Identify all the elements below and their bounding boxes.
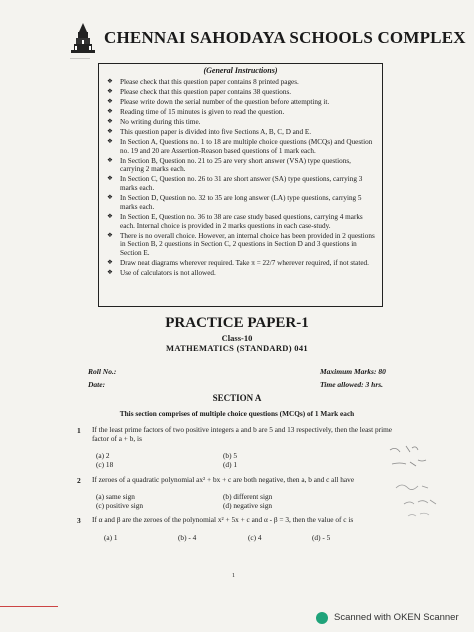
diamond-bullet-icon: ❖ <box>107 212 113 220</box>
diamond-bullet-icon: ❖ <box>107 78 113 85</box>
option-d: (d) - 5 <box>312 533 331 542</box>
instruction-item: ❖ Please check that this question paper contains 8 printed pages. <box>107 78 299 86</box>
option-a: (a) 2 <box>96 451 110 460</box>
instruction-item: ❖ There is no overall choice. However, an internal choice has been provided in 2 questions in Section B, 2 questions in Section C, 2 questions in Section D and 3 questions in Section E. <box>107 231 375 257</box>
diamond-bullet-icon: ❖ <box>107 138 113 145</box>
diamond-bullet-icon: ❖ <box>107 175 113 183</box>
scanner-watermark: Scanned with OKEN Scanner <box>334 612 459 623</box>
instruction-item: ❖ In Section E, Question no. 36 to 38 are case study based questions, carrying 4 marks each. Internal choice is provided in 2 marks questions in each case-study. <box>107 212 363 230</box>
instruction-item: ❖ No writing during this time. <box>107 118 201 126</box>
option-b: (b) different sign <box>223 492 273 501</box>
question-text: If the least prime factors of two positive integers a and b are 5 and 13 respectively, then the least prime factor of a + b, is <box>92 425 393 443</box>
question-text: If α and β are the zeroes of the polynomial x² + 5x + c and α - β = 3, then the value of c is <box>92 515 354 524</box>
diamond-bullet-icon: ❖ <box>107 128 113 135</box>
question-number: 1 <box>77 426 81 435</box>
date-label: Date: <box>88 380 106 389</box>
diamond-bullet-icon: ❖ <box>107 98 113 105</box>
option-b: (b) - 4 <box>178 533 197 542</box>
diamond-bullet-icon: ❖ <box>107 194 113 202</box>
section-description: This section comprises of multiple choice questions (MCQs) of 1 Mark each <box>119 409 355 418</box>
diamond-bullet-icon: ❖ <box>107 108 113 115</box>
class-label: Class-10 <box>221 333 253 343</box>
instruction-item: ❖ In Section A, Questions no. 1 to 18 are multiple choice questions (MCQs) and Question no. 19 and 20 are Assertion-Reason based questions of 1 mark each. <box>107 138 373 155</box>
school-emblem-logo <box>68 22 98 56</box>
question-number: 2 <box>77 476 81 485</box>
logo-caption: ————— <box>70 55 90 60</box>
instruction-item: ❖ Please write down the serial number of the question before attempting it. <box>107 98 330 106</box>
school-name-heading: CHENNAI SAHODAYA SCHOOLS COMPLEX <box>104 28 466 47</box>
diamond-bullet-icon: ❖ <box>107 258 113 266</box>
diamond-bullet-icon: ❖ <box>107 118 113 125</box>
diamond-bullet-icon: ❖ <box>107 231 113 239</box>
diamond-bullet-icon: ❖ <box>107 88 113 95</box>
option-d: (d) 1 <box>223 460 237 469</box>
scanner-logo-icon <box>316 612 328 624</box>
instruction-item: ❖ Reading time of 15 minutes is given to read the question. <box>107 108 285 116</box>
option-a: (a) same sign <box>96 492 135 501</box>
paper-title: PRACTICE PAPER-1 <box>165 315 309 331</box>
page-number: 1 <box>232 573 235 579</box>
subject-label: MATHEMATICS (STANDARD) 041 <box>166 343 308 353</box>
roll-number-label: Roll No.: <box>88 367 117 376</box>
option-c: (c) 18 <box>96 460 114 469</box>
option-d: (d) negative sign <box>223 501 273 510</box>
option-c: (c) positive sign <box>96 501 144 510</box>
instructions-title: (General Instructions) <box>203 66 278 75</box>
question-number: 3 <box>77 516 81 525</box>
time-allowed: Time allowed: 3 hrs. <box>320 380 384 389</box>
instruction-item: ❖ Draw neat diagrams wherever required. Take π = 22/7 wherever required, if not stated. <box>107 258 369 267</box>
option-a: (a) 1 <box>104 533 118 542</box>
general-instructions-box <box>98 63 383 307</box>
instruction-item: ❖ This question paper is divided into five Sections A, B, C, D and E. <box>107 128 312 136</box>
instruction-item: ❖ In Section B, Question no. 21 to 25 are very short answer (VSA) type questions, carrying 2 marks each. <box>107 156 351 174</box>
diamond-bullet-icon: ❖ <box>107 268 113 276</box>
question-text: If zeroes of a quadratic polynomial ax² + bx + c are both negative, then a, b and c all have <box>92 475 355 484</box>
section-heading: SECTION A <box>212 393 262 403</box>
margin-line <box>0 606 58 607</box>
instructions-list <box>107 78 376 279</box>
option-b: (b) 5 <box>223 451 237 460</box>
diamond-bullet-icon: ❖ <box>107 156 113 164</box>
instruction-item: ❖ Please check that this question paper contains 38 questions. <box>107 88 292 96</box>
instruction-item: ❖ In Section C, Question no. 26 to 31 are short answer (SA) type questions, carrying 3 marks each. <box>107 175 363 193</box>
instruction-item: ❖ Use of calculators is not allowed. <box>107 268 216 277</box>
option-c: (c) 4 <box>248 533 262 542</box>
maximum-marks: Maximum Marks: 80 <box>320 367 386 376</box>
instruction-item: ❖ In Section D, Question no. 32 to 35 are long answer (LA) type questions, carrying 5 marks each. <box>107 194 362 211</box>
handwritten-scribbles <box>382 440 452 530</box>
